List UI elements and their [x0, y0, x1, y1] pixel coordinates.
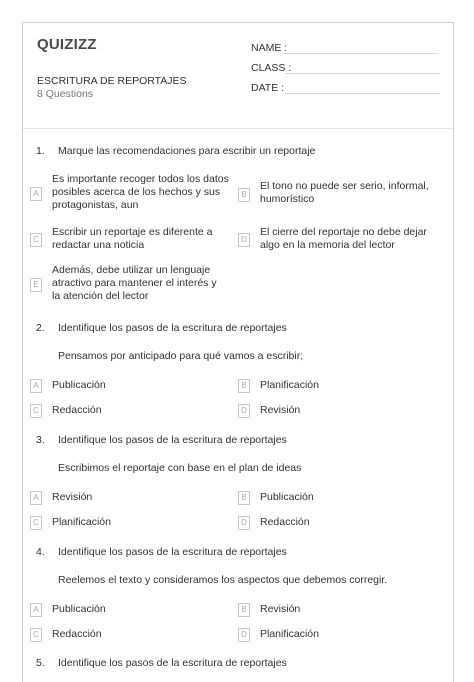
option-text: Planificación	[260, 628, 319, 640]
option-text: Revisión	[52, 491, 93, 503]
question-number: 5.	[36, 657, 45, 669]
date-line	[285, 93, 440, 94]
name-line	[284, 53, 439, 54]
option-text: Redacción	[52, 404, 102, 416]
option-letter: D	[238, 516, 250, 530]
option-letter: D	[238, 404, 250, 418]
option-text: Es importante recoger todos los datos posibles acerca de los hechos y sus protagonistas, aun	[52, 173, 229, 211]
question-number: 2.	[36, 322, 45, 334]
option-letter: A	[30, 379, 42, 393]
option-letter: D	[238, 628, 250, 642]
question-prompt: Escribimos el reportaje con base en el plan de ideas	[58, 462, 302, 474]
question-text: Identifique los pasos de la escritura de reportajes	[58, 657, 287, 669]
option-letter: C	[30, 516, 42, 530]
date-field	[251, 82, 284, 94]
question-count: 8 Questions	[37, 88, 94, 100]
question-number: 3.	[36, 434, 45, 446]
option-letter: B	[238, 491, 250, 505]
option-text: El cierre del reportaje no debe dejar algo en la memoria del lector	[260, 226, 427, 251]
question-text: Marque las recomendaciones para escribir un reportaje	[58, 145, 316, 157]
option-text: Planificación	[52, 516, 111, 528]
option-letter: A	[30, 187, 42, 201]
option-letter: A	[30, 603, 42, 617]
worksheet-header	[23, 23, 453, 113]
option-text: Redacción	[260, 516, 310, 528]
question-prompt: Pensamos por anticipado para qué vamos a escribir;	[58, 350, 304, 362]
option-text: Publicación	[260, 491, 314, 503]
option-text: Redacción	[52, 628, 102, 640]
option-text: Escribir un reportaje es diferente a redactar una noticia	[52, 226, 213, 251]
option-letter: C	[30, 628, 42, 642]
question-prompt: Reelemos el texto y consideramos los aspectos que debemos corregir.	[58, 574, 388, 586]
option-letter: B	[238, 603, 250, 617]
question-text: Identifique los pasos de la escritura de reportajes	[58, 434, 287, 446]
question-text: Identifique los pasos de la escritura de reportajes	[58, 322, 287, 334]
date-label: DATE :	[251, 82, 285, 94]
option-letter: E	[30, 278, 42, 292]
option-letter: C	[30, 404, 42, 418]
option-text: Además, debe utilizar un lenguaje atractivo para mantener el interés y la atención del lector	[52, 264, 217, 302]
option-text: Publicación	[52, 603, 106, 615]
class-field	[251, 62, 291, 74]
name-field	[251, 42, 287, 54]
quizizz-logo: QUIZIZZ	[37, 36, 97, 53]
question-number: 1.	[36, 145, 45, 157]
option-text: Publicación	[52, 379, 106, 391]
option-letter: B	[238, 379, 250, 393]
name-label: NAME :	[251, 42, 288, 54]
class-label: CLASS :	[251, 62, 292, 74]
option-text: El tono no puede ser serio, informal, humorístico	[260, 180, 429, 205]
question-text: Identifique los pasos de la escritura de reportajes	[58, 546, 287, 558]
class-line	[285, 73, 440, 74]
option-letter: B	[238, 188, 250, 202]
option-letter: C	[30, 233, 42, 247]
option-text: Revisión	[260, 404, 301, 416]
question-number: 4.	[36, 546, 45, 558]
option-letter: A	[30, 491, 42, 505]
option-text: Revisión	[260, 603, 301, 615]
worksheet-page	[22, 22, 454, 682]
worksheet-title: ESCRITURA DE REPORTAJES	[37, 75, 187, 87]
option-letter: D	[238, 233, 250, 247]
option-text: Planificación	[260, 379, 319, 391]
header-divider	[23, 128, 453, 129]
